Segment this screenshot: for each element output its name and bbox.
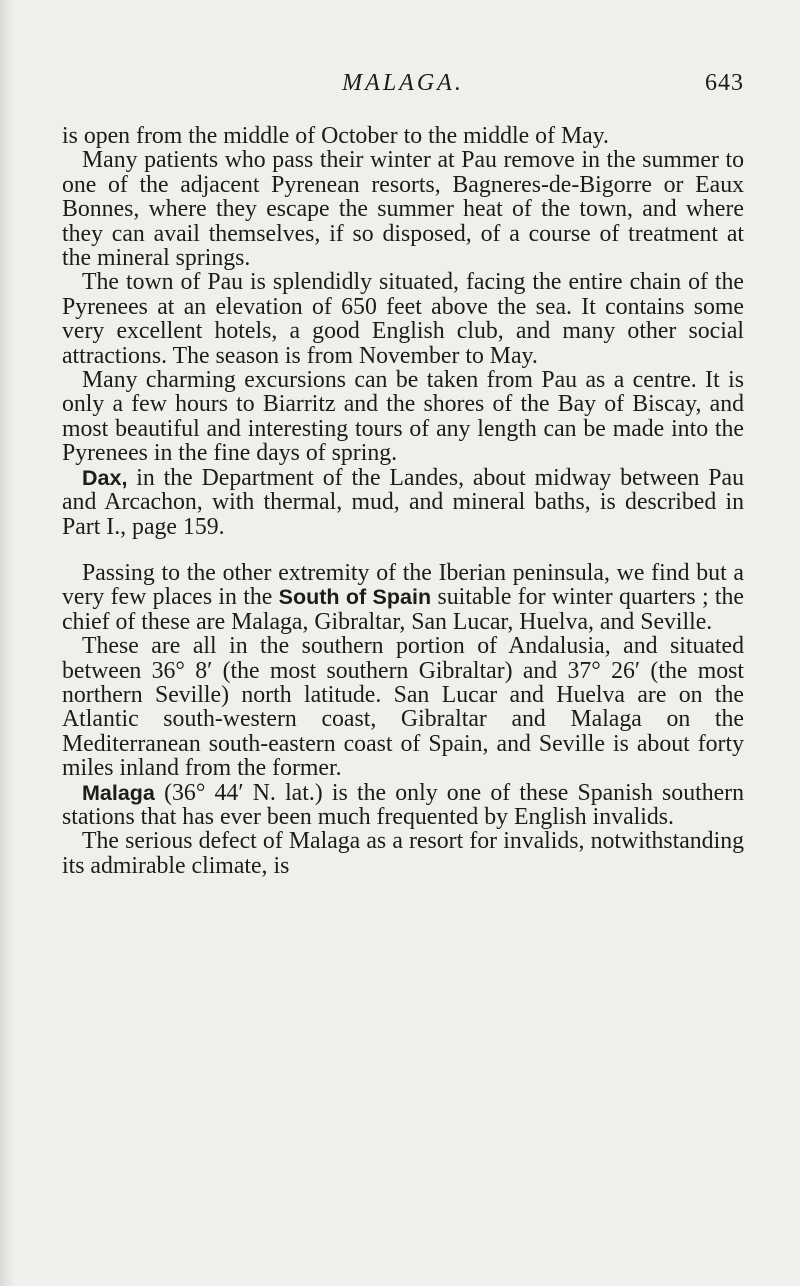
body-text — [62, 124, 744, 878]
paragraph-pau-summer — [62, 148, 744, 270]
paragraph-text: Many patients who pass their winter at Pau remove in the summer to one of the adjacent Pyrenean resorts, Bagneres-de-Bigorre or Eaux Bonnes, where they escape the summer heat of the town, and where they can avail themselves, if so disposed, of a course of treatment at the mineral springs. — [62, 147, 744, 272]
paragraph-andalusia — [62, 634, 744, 780]
paragraph-text: in the Department of the Landes, about midway between Pau and Arcachon, with thermal, mud, and mineral baths, is described in Part I., page 159. — [62, 464, 744, 540]
paragraph-text: (36° 44′ N. lat.) is the only one of these Spanish southern stations that has ever been much frequented by English invalids. — [62, 779, 744, 830]
region-heading: South of Spain — [278, 585, 432, 610]
paragraph-south-of-spain — [62, 561, 744, 634]
paragraph-text: Many charming excursions can be taken from Pau as a centre. It is only a few hours to Biarritz and the shores of the Bay of Biscay, and most beautiful and interesting tours of any length can be made into the Pyrenees in the fine days of spring. — [62, 367, 744, 467]
paragraph-text: The serious defect of Malaga as a resort for invalids, notwithstanding its admirable climate, is — [62, 828, 744, 879]
paragraph-text: These are all in the southern portion of Andalusia, and situated between 36° 8′ (the most southern Gibraltar) and 37° 26′ (the most northern Seville) north latitude. San Lucar and Huelva are on the Atlantic south-western coast, Gibraltar and Malaga on the Mediterranean south-eastern coast of Spain, and Seville is about forty miles inland from the former. — [62, 633, 744, 782]
paragraph-text: The town of Pau is splendidly situated, facing the entire chain of the Pyrenees at an elevation of 650 feet above the sea. It contains some very excellent hotels, a good English club, and many other social attractions. The season is from November to May. — [62, 269, 744, 369]
paragraph-text: suitable for winter quarters ; the chief of these are Malaga, Gibraltar, San Lucar, Huelva, and Seville. — [62, 584, 744, 635]
page-gutter-shadow — [0, 0, 14, 1286]
paragraph-text: Passing to the other extremity of the Iberian peninsula, we find but a very few places in the — [62, 559, 744, 611]
paragraph-continuation — [62, 124, 744, 148]
place-name-heading: Dax, — [82, 465, 128, 490]
paragraph-malaga — [62, 781, 744, 830]
place-name-heading: Malaga — [82, 780, 155, 805]
paragraph-pau-town — [62, 270, 744, 368]
page-number: 643 — [705, 70, 744, 96]
paragraph-malaga-defect — [62, 829, 744, 878]
running-title: MALAGA. — [342, 70, 464, 96]
paragraph-text: is open from the middle of October to the middle of May. — [62, 123, 609, 149]
paragraph-dax — [62, 466, 744, 539]
paragraph-excursions — [62, 368, 744, 466]
running-head — [62, 70, 744, 102]
